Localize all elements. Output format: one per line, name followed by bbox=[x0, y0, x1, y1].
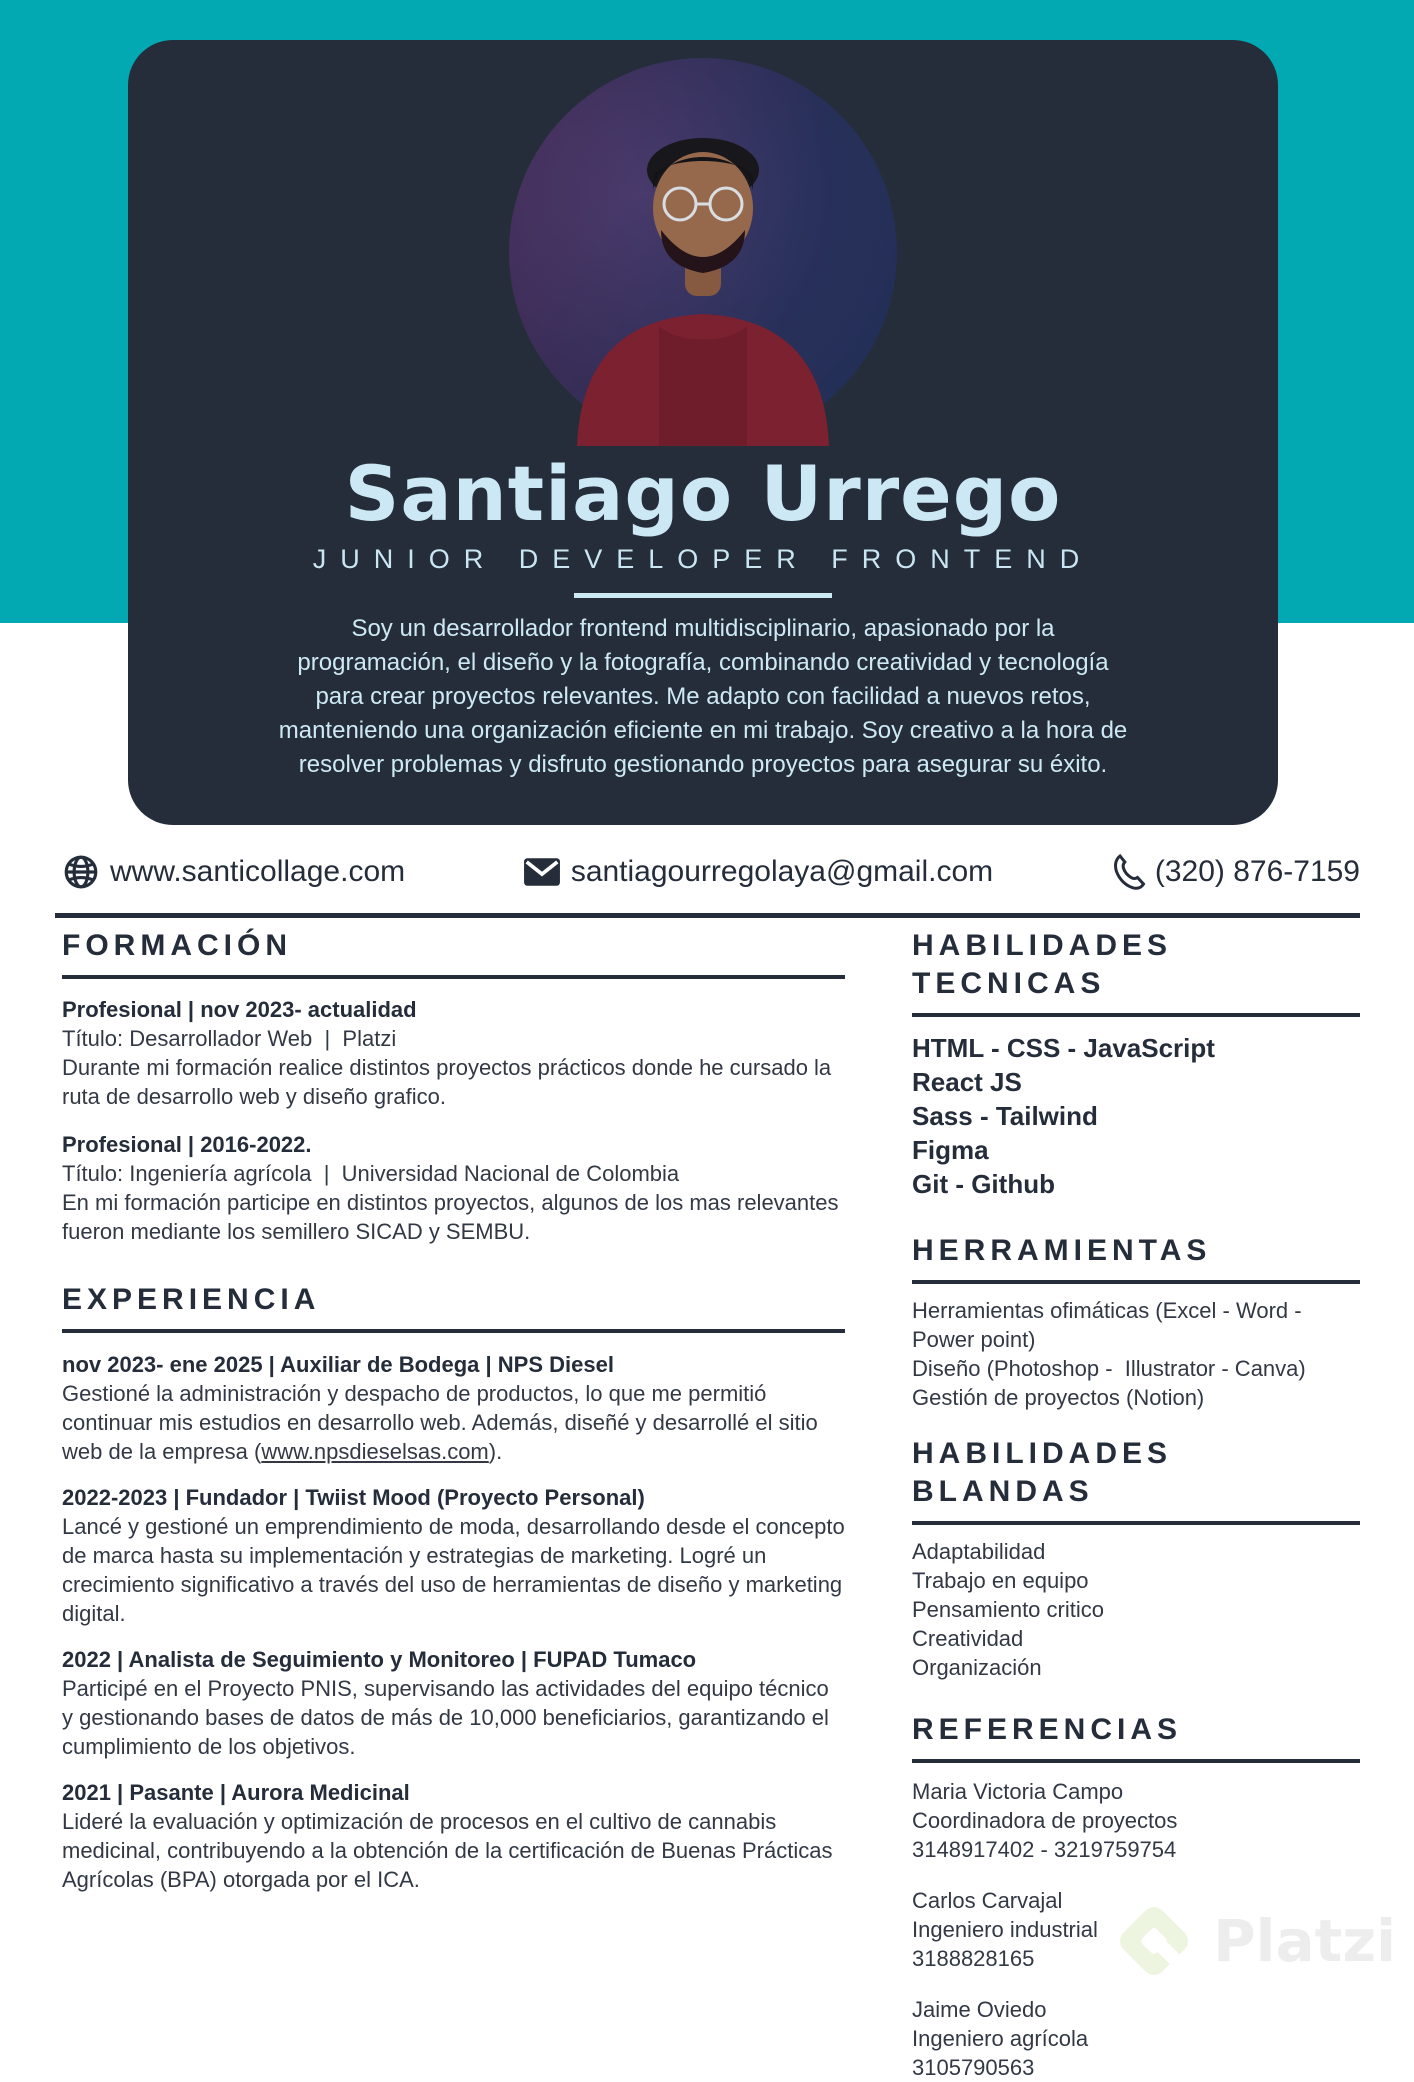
soft-skill-item: Pensamiento critico bbox=[912, 1597, 1104, 1622]
reference-name: Maria Victoria Campo bbox=[912, 1779, 1124, 1804]
skill-item: Figma bbox=[912, 1135, 989, 1165]
platzi-logo-icon bbox=[1111, 1898, 1197, 1984]
education-description: En mi formación participe en distintos proyectos, algunos de los mas relevantes fueron mediante los semillero SICAD y SEMBU. bbox=[62, 1190, 839, 1244]
platzi-watermark bbox=[1111, 1898, 1396, 1984]
education-subtitle: Título: Desarrollador Web | Platzi bbox=[62, 1026, 397, 1051]
phone-text: (320) 876-7159 bbox=[1154, 855, 1360, 888]
section-heading-formacion: FORMACIÓN bbox=[62, 920, 845, 979]
left-column bbox=[62, 920, 845, 1894]
experience-text-after: ). bbox=[488, 1439, 503, 1464]
contact-bar bbox=[62, 850, 1360, 894]
section-heading-herramientas: HERRAMIENTAS bbox=[912, 1225, 1360, 1284]
soft-skill-item: Trabajo en equipo bbox=[912, 1568, 1089, 1593]
contact-email[interactable] bbox=[523, 855, 993, 889]
experience-item bbox=[62, 1350, 845, 1466]
email-text: santiagourregolaya@gmail.com bbox=[570, 855, 994, 888]
skill-item: React JS bbox=[912, 1067, 1022, 1097]
section-heading-habilidades-tecnicas: HABILIDADES TECNICAS bbox=[912, 920, 1360, 1017]
reference-item bbox=[912, 1777, 1360, 1864]
skill-item: Git - Github bbox=[912, 1169, 1055, 1199]
tool-item: Diseño (Photoshop - Illustrator - Canva) bbox=[912, 1356, 1306, 1381]
summary-line: manteniendo una organización eficiente en mi trabajo. Soy creativo a la hora de bbox=[278, 716, 1128, 744]
person-portrait-illustration bbox=[509, 58, 897, 446]
experience-title: 2022-2023 | Fundador | Twiist Mood (Proyecto Personal) bbox=[62, 1485, 645, 1510]
experience-item bbox=[62, 1645, 845, 1761]
company-website-link[interactable]: www.npsdieselsas.com bbox=[261, 1439, 489, 1464]
reference-phone: 3188828165 bbox=[912, 1946, 1035, 1971]
education-title: Profesional | 2016-2022. bbox=[62, 1132, 312, 1157]
section-heading-experiencia: EXPERIENCIA bbox=[62, 1274, 845, 1333]
education-description: Durante mi formación realice distintos proyectos prácticos donde he cursado la ruta de desarrollo web y diseño grafico. bbox=[62, 1055, 832, 1109]
experience-description bbox=[62, 1379, 845, 1466]
website-text: www.santicollage.com bbox=[110, 855, 406, 888]
soft-skill-item: Organización bbox=[912, 1655, 1042, 1680]
skill-item: HTML - CSS - JavaScript bbox=[912, 1033, 1215, 1063]
tool-item: Gestión de proyectos (Notion) bbox=[912, 1385, 1205, 1410]
section-heading-referencias: REFERENCIAS bbox=[912, 1704, 1360, 1763]
experience-title: 2022 | Analista de Seguimiento y Monitoreo | FUPAD Tumaco bbox=[62, 1647, 697, 1672]
phone-icon bbox=[1111, 854, 1145, 890]
summary-line: Soy un desarrollador frontend multidisciplinario, apasionado por la bbox=[351, 614, 1055, 642]
soft-skills-list bbox=[912, 1537, 1360, 1682]
tools-list bbox=[912, 1296, 1360, 1412]
title-divider bbox=[574, 593, 832, 598]
reference-role: Ingeniero industrial bbox=[912, 1917, 1098, 1942]
reference-phone: 3148917402 - 3219759754 bbox=[912, 1837, 1177, 1862]
contact-phone[interactable] bbox=[1111, 854, 1360, 890]
experience-text: Gestioné la administración y despacho de productos, lo que me permitió continuar mis estudios en desarrollo web. Además, diseñé y desarrollé el sitio web de la empresa ( bbox=[62, 1381, 818, 1464]
reference-role: Ingeniero agrícola bbox=[912, 2026, 1089, 2051]
tool-item: Herramientas ofimáticas (Excel - Word - Power point) bbox=[912, 1298, 1308, 1352]
education-item bbox=[62, 995, 845, 1111]
section-heading-habilidades-blandas: HABILIDADES BLANDAS bbox=[912, 1428, 1360, 1525]
experience-description: Lideré la evaluación y optimización de procesos en el cultivo de cannabis medicinal, contribuyendo a la obtención de la certificación de Buenas Prácticas Agrícolas (BPA) otorgada por el ICA. bbox=[62, 1809, 833, 1892]
hero-card bbox=[128, 40, 1278, 825]
experience-item bbox=[62, 1483, 845, 1628]
profile-photo bbox=[509, 58, 897, 446]
soft-skill-item: Creatividad bbox=[912, 1626, 1024, 1651]
reference-item bbox=[912, 1995, 1360, 2082]
skill-item: Sass - Tailwind bbox=[912, 1101, 1098, 1131]
envelope-icon bbox=[523, 857, 561, 887]
experience-title: 2021 | Pasante | Aurora Medicinal bbox=[62, 1780, 410, 1805]
job-title: JUNIOR DEVELOPER FRONTEND bbox=[312, 543, 1094, 574]
experience-description: Participé en el Proyecto PNIS, supervisando las actividades del equipo técnico y gestionando bases de datos de más de 10,000 beneficiarios, garantizando el cumplimiento de los objetivos. bbox=[62, 1676, 829, 1759]
reference-name: Carlos Carvajal bbox=[912, 1888, 1063, 1913]
globe-icon bbox=[62, 853, 100, 891]
experience-item bbox=[62, 1778, 845, 1894]
platzi-watermark-text: Platzi bbox=[1213, 1907, 1396, 1975]
education-item bbox=[62, 1130, 845, 1246]
experience-description: Lancé y gestioné un emprendimiento de moda, desarrollando desde el concepto de marca hasta su implementación y estrategias de marketing. Logré un crecimiento significativo a través del uso de herramientas de diseño y marketing digital. bbox=[62, 1514, 845, 1626]
technical-skills-list bbox=[912, 1031, 1360, 1201]
education-title: Profesional | nov 2023- actualidad bbox=[62, 997, 417, 1022]
person-name: Santiago Urrego bbox=[344, 449, 1062, 538]
reference-role: Coordinadora de proyectos bbox=[912, 1808, 1178, 1833]
summary-line: resolver problemas y disfruto gestionando proyectos para asegurar su éxito. bbox=[298, 750, 1108, 778]
experience-title: nov 2023- ene 2025 | Auxiliar de Bodega | NPS Diesel bbox=[62, 1352, 614, 1377]
reference-name: Jaime Oviedo bbox=[912, 1997, 1047, 2022]
summary-line: programación, el diseño y la fotografía, combinando creatividad y tecnología bbox=[297, 648, 1109, 676]
contact-website[interactable] bbox=[62, 853, 405, 891]
education-subtitle: Título: Ingeniería agrícola | Universidad Nacional de Colombia bbox=[62, 1161, 680, 1186]
summary-line: para crear proyectos relevantes. Me adapto con facilidad a nuevos retos, bbox=[315, 682, 1091, 710]
contact-divider-rule bbox=[55, 913, 1360, 918]
profile-summary bbox=[128, 612, 1278, 782]
reference-phone: 3105790563 bbox=[912, 2055, 1035, 2080]
soft-skill-item: Adaptabilidad bbox=[912, 1539, 1046, 1564]
